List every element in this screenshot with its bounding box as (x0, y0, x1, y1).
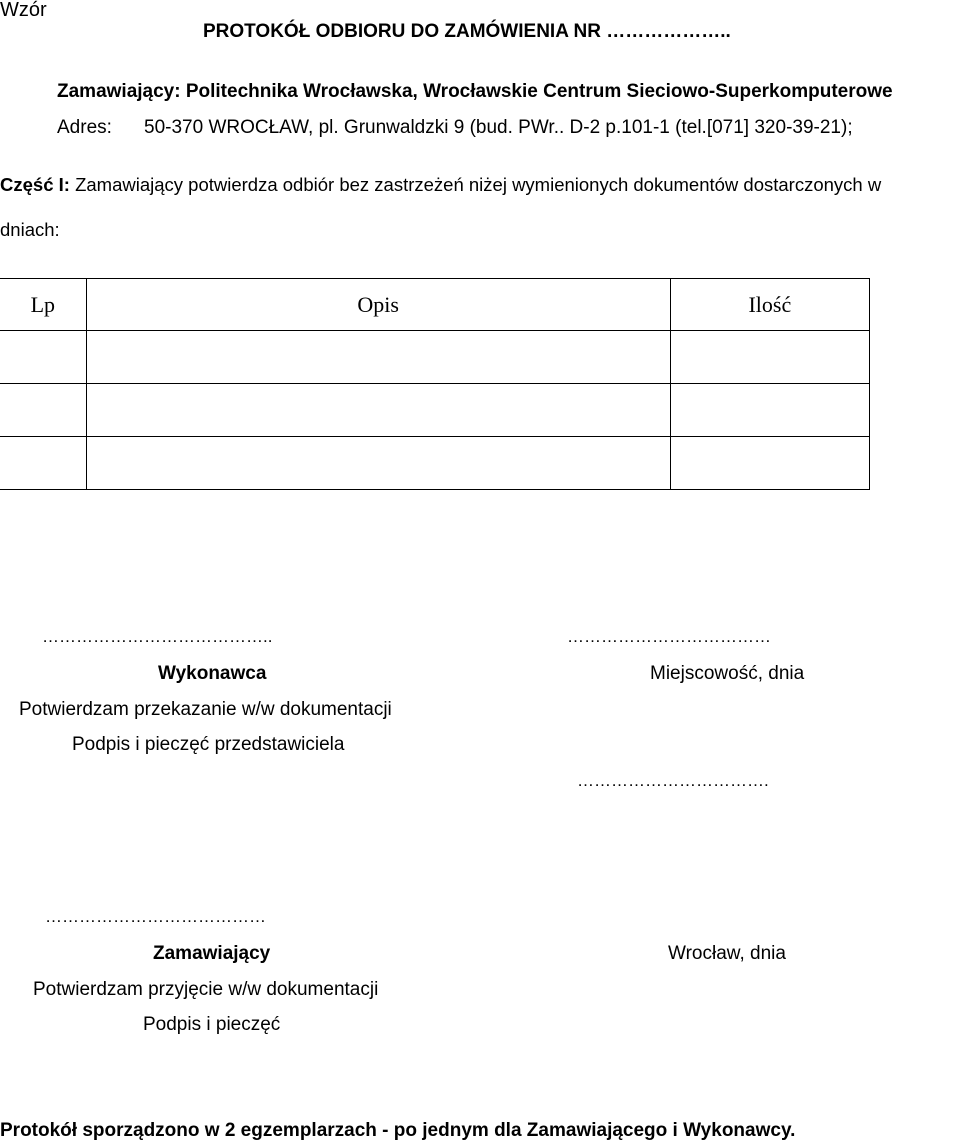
contractor-confirmation: Potwierdzam przekazanie w/w dokumentacji (19, 699, 392, 720)
part1-text: Zamawiający potwierdza odbiór bez zastrzeżeń niżej wymienionych dokumentów dostarczonych w (75, 174, 882, 195)
address-value: 50-370 WROCŁAW, pl. Grunwaldzki 9 (bud. PWr.. D-2 p.101-1 (tel.[071] 320-39-21); (144, 117, 853, 138)
address-label: Adres: (57, 117, 112, 138)
contractor-signature-caption: Podpis i pieczęć przedstawiciela (72, 734, 345, 755)
footer-note: Protokół sporządzono w 2 egzemplarzach - po jednym dla Zamawiającego i Wykonawcy. (0, 1120, 796, 1141)
items-table (0, 278, 870, 490)
ordering-party-title: Zamawiający (153, 943, 271, 964)
contractor-title: Wykonawca (158, 663, 267, 684)
wroclaw-date-label: Wrocław, dnia (668, 943, 786, 964)
table-cell-ilosc[interactable] (670, 437, 869, 490)
table-cell-ilosc[interactable] (670, 331, 869, 384)
part1-label: Część I: (0, 174, 70, 195)
place-date-line: ……………………………… (567, 627, 771, 646)
template-label: Wzór (0, 0, 47, 21)
document-title: PROTOKÓŁ ODBIORU DO ZAMÓWIENIA NR ……………….. (203, 21, 731, 42)
table-cell-lp[interactable] (0, 331, 86, 384)
ordering-party-confirmation: Potwierdzam przyjęcie w/w dokumentacji (33, 979, 379, 1000)
column-header-lp: Lp (0, 279, 86, 331)
ordering-party-signature-line: ………………………………… (45, 907, 266, 926)
table-header-row (0, 279, 870, 331)
table-row (0, 384, 870, 437)
table-row (0, 437, 870, 490)
table-cell-lp[interactable] (0, 437, 86, 490)
part1-line1 (0, 176, 881, 195)
part1-line2: dniach: (0, 219, 60, 240)
contractor-signature-line: ………………………………….. (42, 627, 273, 646)
date-line: ……………………………. (577, 771, 769, 790)
column-header-opis: Opis (86, 279, 670, 331)
table-cell-lp[interactable] (0, 384, 86, 437)
place-date-label: Miejscowość, dnia (650, 663, 805, 684)
table-cell-opis[interactable] (86, 384, 670, 437)
column-header-ilosc: Ilość (670, 279, 869, 331)
orderer-line: Zamawiający: Politechnika Wrocławska, Wrocławskie Centrum Sieciowo-Superkomputerowe (57, 81, 893, 102)
table-cell-opis[interactable] (86, 331, 670, 384)
table-row (0, 331, 870, 384)
ordering-party-signature-caption: Podpis i pieczęć (143, 1014, 281, 1035)
table-cell-ilosc[interactable] (670, 384, 869, 437)
table-cell-opis[interactable] (86, 437, 670, 490)
